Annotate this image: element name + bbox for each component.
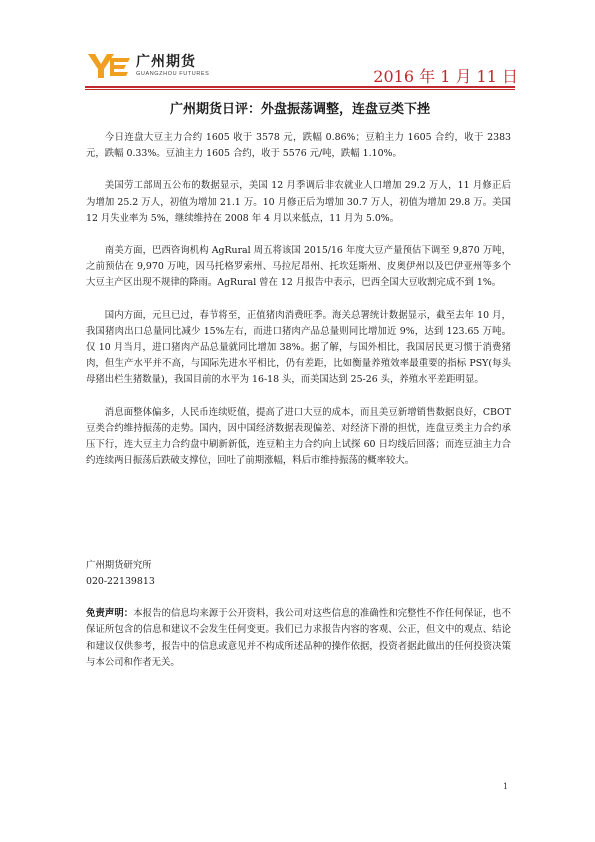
report-date: 2016 年 1 月 11 日 [373, 67, 518, 86]
paragraph-outlook: 消息面整体偏多，人民币连续贬值，提高了进口大豆的成本，而且美豆新增销售数据良好，CBOT 豆类合约维持振荡的走势。国内，因中国经济数据表现偏差、对经济下滑的担忧，连盘豆类主力合约承压下行，连大豆主力合约盘中刷新新低，连豆粕主力合约向上试探 60 日均线后回落；而连豆油主力合约连续两日振荡后跌破支撑位，回吐了前期涨幅，料后市维持振荡的概率较大。 [86, 406, 511, 467]
paragraph-market-close: 今日连盘大豆主力合约 1605 收于 3578 元，跌幅 0.86%；豆粕主力 1605 合约，收于 2383 元，跌幅 0.33%。豆油主力 1605 合约，收于 5576 元/吨，跌幅 1.10%。 [86, 132, 511, 160]
disclaimer-label: 免责声明： [86, 608, 134, 619]
logo-name-cn: 广州期货 [136, 54, 196, 70]
logo-mark-icon [86, 52, 132, 80]
organization-info [86, 558, 155, 590]
disclaimer-text: 本报告的信息均来源于公开资料，我公司对这些信息的准确性和完整性不作任何保证，也不保证所包含的信息和建议不会发生任何变更。我们已力求报告内容的客观、公正，但文中的观点、结论和建议仅供参考，报告中的信息或意见并不构成所述品种的操作依据，投资者据此做出的任何投资决策与本公司和作者无关。 [86, 608, 511, 669]
header-rule [85, 86, 515, 88]
disclaimer [86, 606, 511, 672]
page-number: 1 [503, 782, 509, 791]
logo-text [136, 54, 209, 78]
paragraph-south-america: 南美方面，巴西咨询机构 AgRural 周五将该国 2015/16 年度大豆产量预估下调至 9,870 万吨，之前预估在 9,970 万吨，因马托格罗索州、马拉尼昂州、托坎廷斯州、皮奥伊州以及巴伊亚州等多个大豆主产区出现不规律的降雨。AgRural 曾在 12 月报告中表示，巴西全国大豆收割完成不到 1%。 [86, 245, 511, 289]
report-title: 广州期货日评：外盘振荡调整，连盘豆类下挫 [169, 102, 430, 117]
logo-name-en: GUANGZHOU FUTURES [136, 71, 210, 77]
header-rule-thin [85, 89, 515, 90]
organization-phone: 020-22139813 [86, 576, 155, 587]
company-logo [86, 50, 209, 82]
paragraph-domestic-pork: 国内方面，元旦已过，春节将至，正值猪肉消费旺季。海关总署统计数据显示，截至去年 10 月，我国猪肉出口总量同比减少 15%左右，而进口猪肉产品总量则同比增加近 9%，达到 123.65 万吨。仅 10 月当月，进口猪肉产品总量就同比增加 38%。据了解，与国外相比，我国居民更习惯于消费猪肉，但生产水平并不高，与国际先进水平相比，仍有差距，比如衡量养殖效率最重要的指标 PSY(每头母猪出栏生猪数量)，我国目前的水平为 16-18 头，而美国达到 25-26 头，养殖水平差距明显。 [86, 309, 511, 386]
paragraph-us-employment: 美国劳工部周五公布的数据显示，美国 12 月季调后非农就业人口增加 29.2 万人，11 月修正后为增加 25.2 万人，初值为增加 21.1 万。10 月修正后为增加 30.7 万人，初值为增加 29.8 万。美国 12 月失业率为 5%，继续维持在 2008 年 4 月以来低点，11 月为 5.0%。 [86, 180, 511, 224]
report-body [86, 130, 511, 485]
organization-name: 广州期货研究所 [86, 560, 152, 571]
